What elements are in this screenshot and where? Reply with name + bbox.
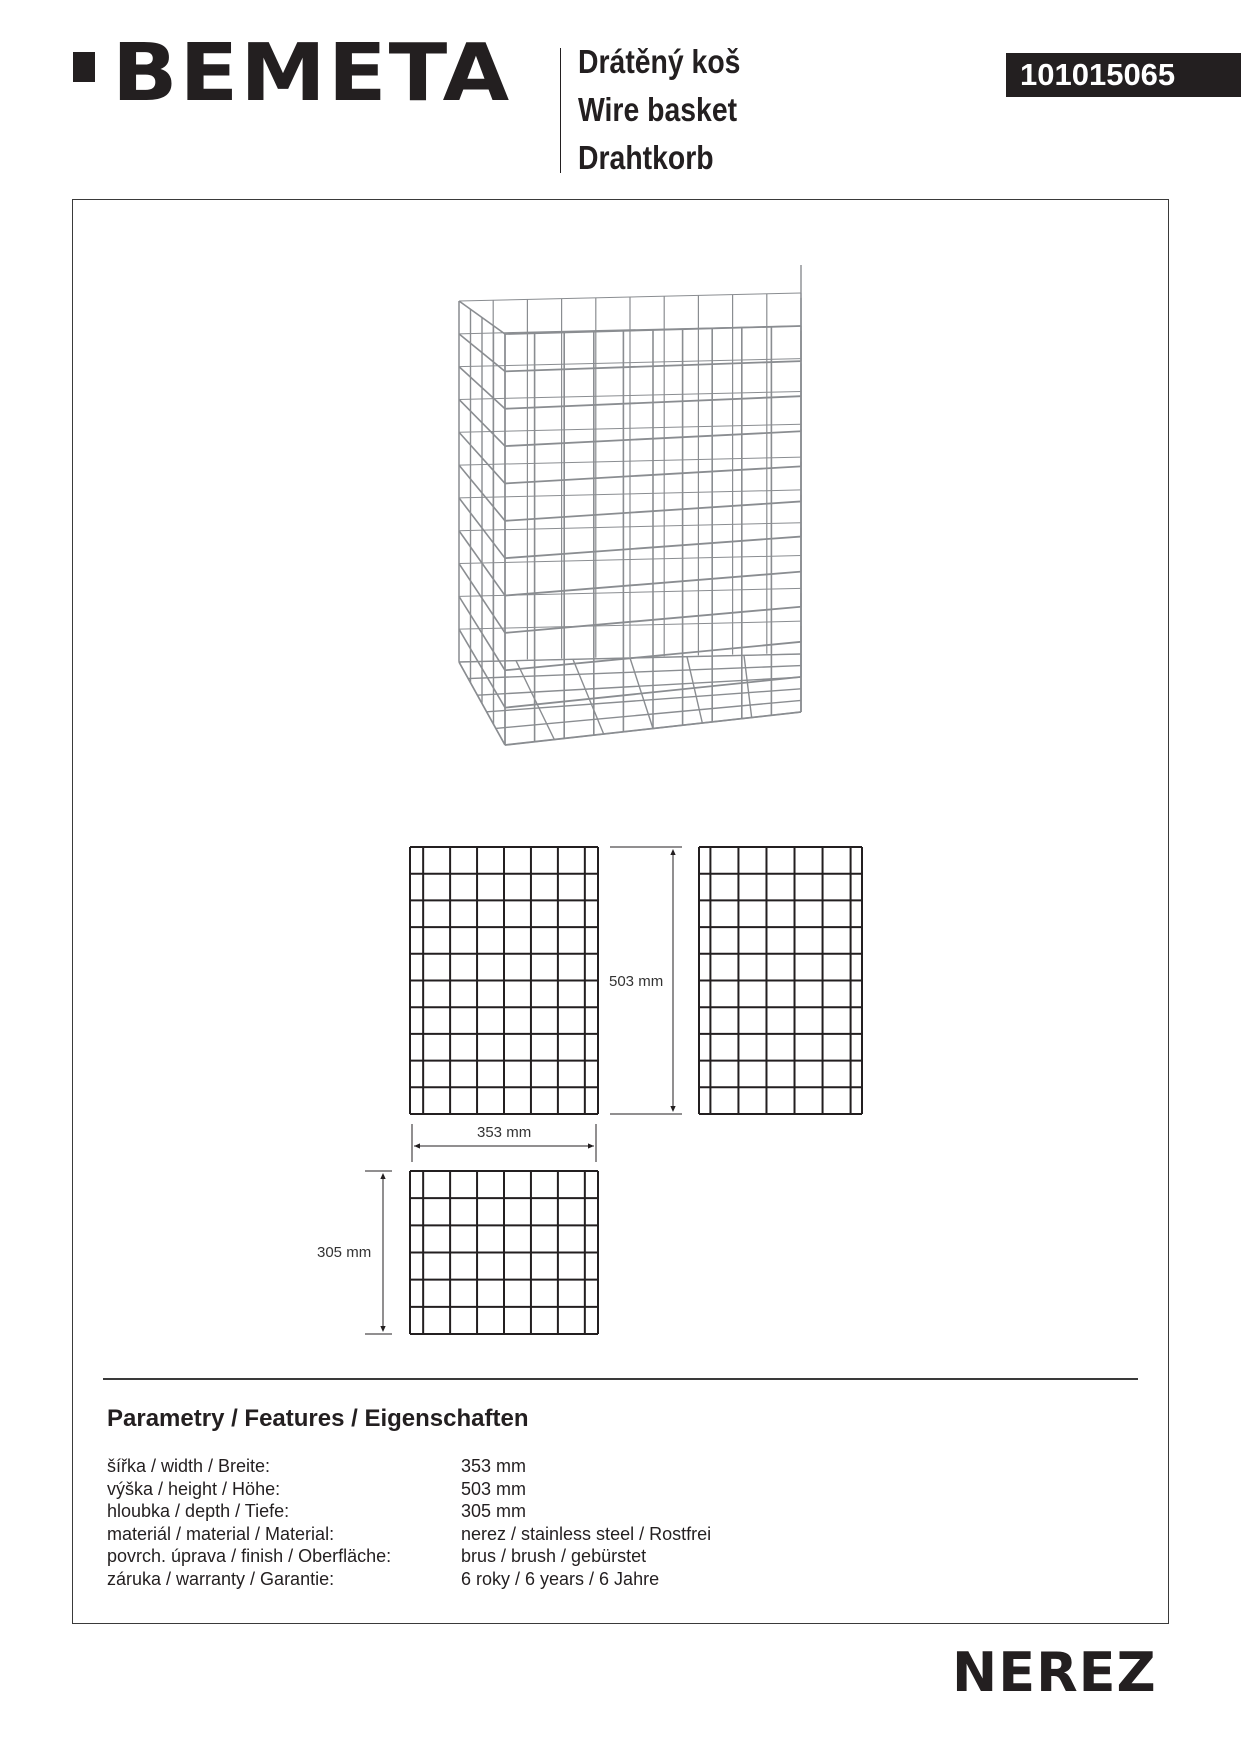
basket-base-wire	[573, 659, 604, 734]
width-arrow-right-icon	[588, 1143, 594, 1148]
product-code-badge: 101015065	[1006, 53, 1241, 97]
width-arrow-left-icon	[414, 1143, 420, 1148]
spec-value-depth: 305 mm	[461, 1501, 527, 1521]
side-view-grid	[699, 847, 862, 1114]
front-view-grid	[410, 847, 598, 1114]
spec-value-width: 353 mm	[461, 1456, 527, 1476]
basket-base-wire	[687, 657, 702, 723]
height-arrow-bottom-icon	[670, 1106, 675, 1112]
section-divider	[103, 1378, 1138, 1380]
title-english: Wire basket	[578, 91, 738, 128]
depth-arrow-top-icon	[380, 1173, 385, 1179]
title-german: Drahtkorb	[578, 139, 714, 176]
basket-base-wire	[744, 655, 752, 717]
spec-label-width: šířka / width / Breite:	[107, 1456, 271, 1476]
depth-dimension-label: 305 mm	[317, 1244, 372, 1261]
spec-value-height: 503 mm	[461, 1478, 527, 1499]
spec-value-warranty: 6 roky / 6 years / 6 Jahre	[461, 1568, 660, 1589]
depth-arrow-bottom-icon	[380, 1326, 385, 1332]
brand-logo: BEMETA	[112, 27, 512, 120]
spec-value-material: nerez / stainless steel / Rostfrei	[461, 1523, 712, 1544]
spec-label-finish: povrch. úprava / finish / Oberfläche:	[107, 1546, 392, 1566]
height-arrow-top-icon	[670, 849, 675, 855]
material-mark: NEREZ	[952, 1641, 1157, 1704]
spec-label-material: materiál / material / Material:	[107, 1523, 335, 1544]
dimension-lines	[365, 847, 682, 1334]
title-czech: Drátěný koš	[578, 43, 741, 80]
spec-label-height: výška / height / Höhe:	[107, 1478, 281, 1499]
features-heading: Parametry / Features / Eigenschaften	[107, 1405, 529, 1432]
height-dimension-label: 503 mm	[609, 973, 664, 990]
top-view-grid	[410, 1171, 598, 1334]
basket-perspective-illustration	[459, 265, 801, 745]
width-dimension-label: 353 mm	[477, 1124, 532, 1141]
basket-base-wire	[468, 666, 801, 679]
spec-value-finish: brus / brush / gebürstet	[461, 1546, 647, 1566]
spec-label-depth: hloubka / depth / Tiefe:	[107, 1501, 290, 1521]
spec-label-warranty: záruka / warranty / Garantie:	[107, 1568, 335, 1589]
